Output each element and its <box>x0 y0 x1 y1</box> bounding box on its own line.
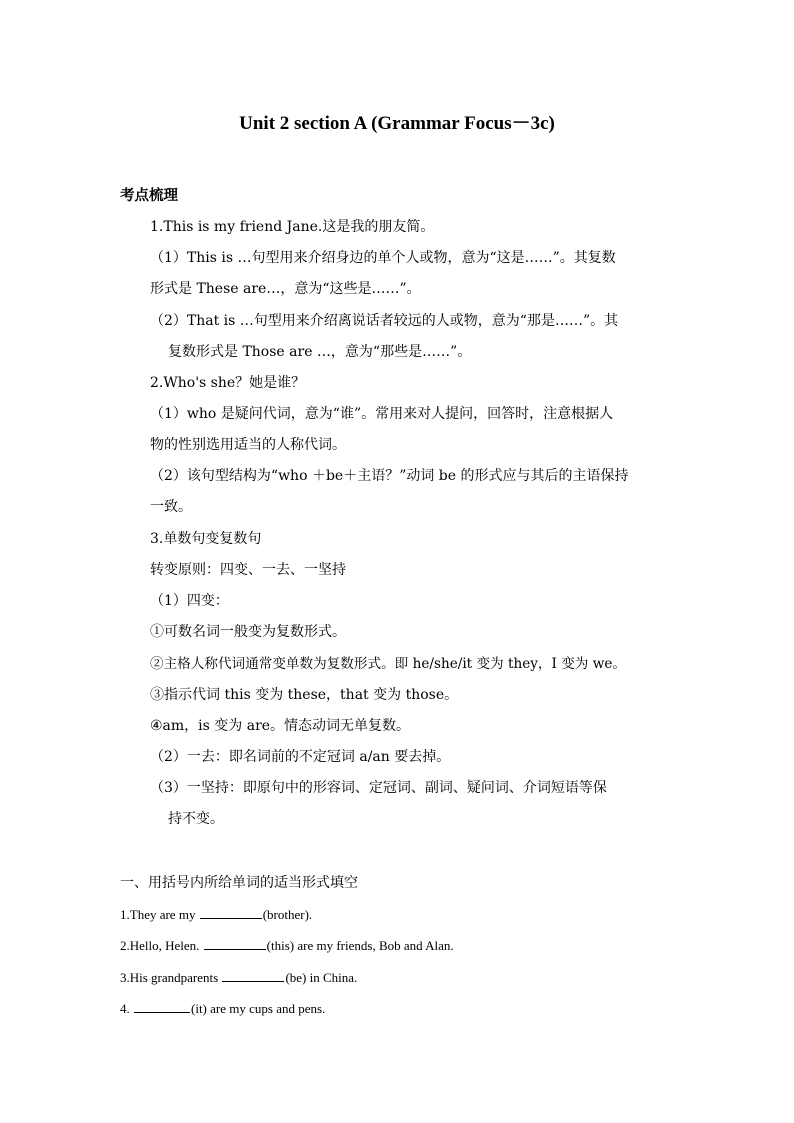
text-line: 复数形式是 Those are …，意为“那些是……”。 <box>168 344 472 360</box>
answer-blank[interactable] <box>200 905 262 919</box>
text-line: ④am，is 变为 are。情态动词无单复数。 <box>150 718 411 734</box>
exercise-item <box>120 999 325 1018</box>
text-line: 持不变。 <box>168 811 224 827</box>
exercise-prefix: 1.They are my <box>120 907 199 922</box>
text-line: ②主格人称代词通常变单数为复数形式。即 he/she/it 变为 they，I 变为 we。 <box>150 656 626 672</box>
text-line: （1）This is …句型用来介绍身边的单个人或物，意为“这是……”。其复数 <box>150 250 616 266</box>
answer-blank[interactable] <box>134 999 190 1013</box>
answer-blank[interactable] <box>222 968 284 982</box>
text-line: 形式是 These are…，意为“这些是……”。 <box>150 281 421 297</box>
exercise-suffix: (this) are my friends, Bob and Alan. <box>266 938 454 953</box>
exercise-item <box>120 905 312 924</box>
text-line: （2）That is …句型用来介绍离说话者较远的人或物，意为“那是……”。其 <box>150 313 619 329</box>
exercise-suffix: (it) are my cups and pens. <box>191 1001 326 1016</box>
text-line: 3.单数句变复数句 <box>150 531 262 547</box>
section-heading-key-points: 考点梳理 <box>120 187 178 204</box>
text-line: 2.Who's she？她是谁？ <box>150 375 306 391</box>
text-line: 一致。 <box>150 499 192 515</box>
text-line: （2）该句型结构为“who ＋be＋主语？”动词 be 的形式应与其后的主语保持 <box>150 468 629 484</box>
page-title: Unit 2 section A (Grammar Focus－3c) <box>239 113 555 134</box>
exercise-item <box>120 936 454 955</box>
exercise-suffix: (be) in China. <box>285 970 358 985</box>
text-line: 物的性别选用适当的人称代词。 <box>150 437 346 453</box>
text-line: （3）一坚持：即原句中的形容词、定冠词、副词、疑问词、介词短语等保 <box>150 780 607 796</box>
text-line: 1.This is my friend Jane.这是我的朋友简。 <box>150 219 435 235</box>
text-line: （1）四变： <box>150 593 229 609</box>
section-heading-exercises: 一、用括号内所给单词的适当形式填空 <box>120 875 358 891</box>
exercise-suffix: (brother). <box>262 907 313 922</box>
exercise-prefix: 3.His grandparents <box>120 970 222 985</box>
exercise-prefix: 4. <box>120 1001 133 1016</box>
text-line: ③指示代词 this 变为 these，that 变为 those。 <box>150 687 459 703</box>
exercise-prefix: 2.Hello, Helen. <box>120 938 203 953</box>
exercise-item <box>120 968 357 987</box>
text-line: 转变原则：四变、一去、一坚持 <box>150 562 346 578</box>
text-line: （1）who 是疑问代词，意为“谁”。常用来对人提问，回答时，注意根据人 <box>150 406 614 422</box>
text-line: ①可数名词一般变为复数形式。 <box>150 624 346 640</box>
answer-blank[interactable] <box>204 936 266 950</box>
text-line: （2）一去：即名词前的不定冠词 a/an 要去掉。 <box>150 749 451 765</box>
